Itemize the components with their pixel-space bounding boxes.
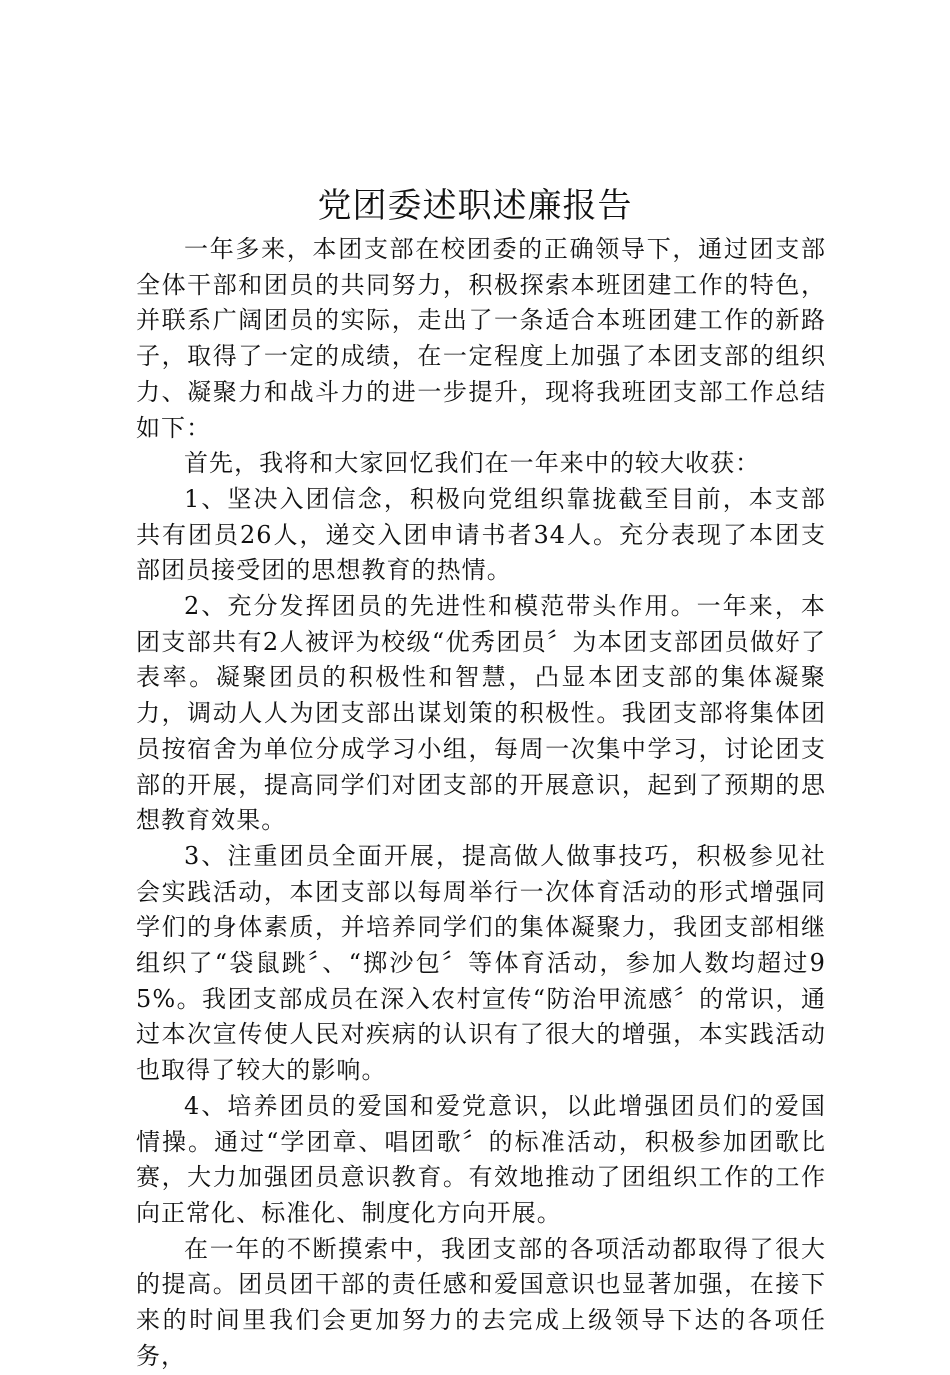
paragraph-item-1: 1、坚决入团信念，积极向党组织靠拢截至目前，本支部共有团员26人，递交入团申请书者34人。充分表现了本团支部团员接受团的思想教育的热情。 <box>136 484 826 585</box>
paragraph-item-3: 3、注重团员全面开展，提高做人做事技巧，积极参见社会实践活动，本团支部以每周举行一次体育活动的形式增强同学们的身体素质，并培养同学们的集体凝聚力，我团支部相继组织了“袋鼠跳〞、“掷沙包〞等体育活动，参加人数均超过95%。我团支部成员在深入农村宣传“防治甲流感〞的常识，通过本次宣传使人民对疾病的认识有了很大的增强，本实践活动也取得了较大的影响。 <box>136 841 826 1085</box>
paragraph-first: 首先，我将和大家回忆我们在一年来中的较大收获： <box>184 449 761 478</box>
paragraph-conclusion: 在一年的不断摸索中，我团支部的各项活动都取得了很大的提高。团员团干部的责任感和爱国意识也显著加强，在接下来的时间里我们会更加努力的去完成上级领导下达的各项任务， <box>136 1234 826 1370</box>
paragraph-item-4: 4、培养团员的爱国和爱党意识，以此增强团员们的爱国情操。通过“学团章、唱团歌〞的标准活动，积极参加团歌比赛，大力加强团员意识教育。有效地推动了团组织工作的工作向正常化、标准化、制度化方向开展。 <box>136 1091 826 1227</box>
document-title: 党团委述职述廉报告 <box>317 186 633 226</box>
paragraph-item-2: 2、充分发挥团员的先进性和模范带头作用。一年来，本团支部共有2人被评为校级“优秀团员〞为本团支部团员做好了表率。凝聚团员的积极性和智慧，凸显本团支部的集体凝聚力，调动人人为团支部出谋划策的积极性。我团支部将集体团员按宿舍为单位分成学习小组，每周一次集中学习，讨论团支部的开展，提高同学们对团支部的开展意识，起到了预期的思想教育效果。 <box>136 592 826 835</box>
document-body <box>136 232 826 1375</box>
paragraph-intro: 一年多来，本团支部在校团委的正确领导下，通过团支部全体干部和团员的共同努力，积极探索本班团建工作的特色，并联系广阔团员的实际，走出了一条适合本班团建工作的新路子，取得了一定的成绩，在一定程度上加强了本团支部的组织力、凝聚力和战斗力的进一步提升，现将我班团支部工作总结如下： <box>136 235 826 442</box>
